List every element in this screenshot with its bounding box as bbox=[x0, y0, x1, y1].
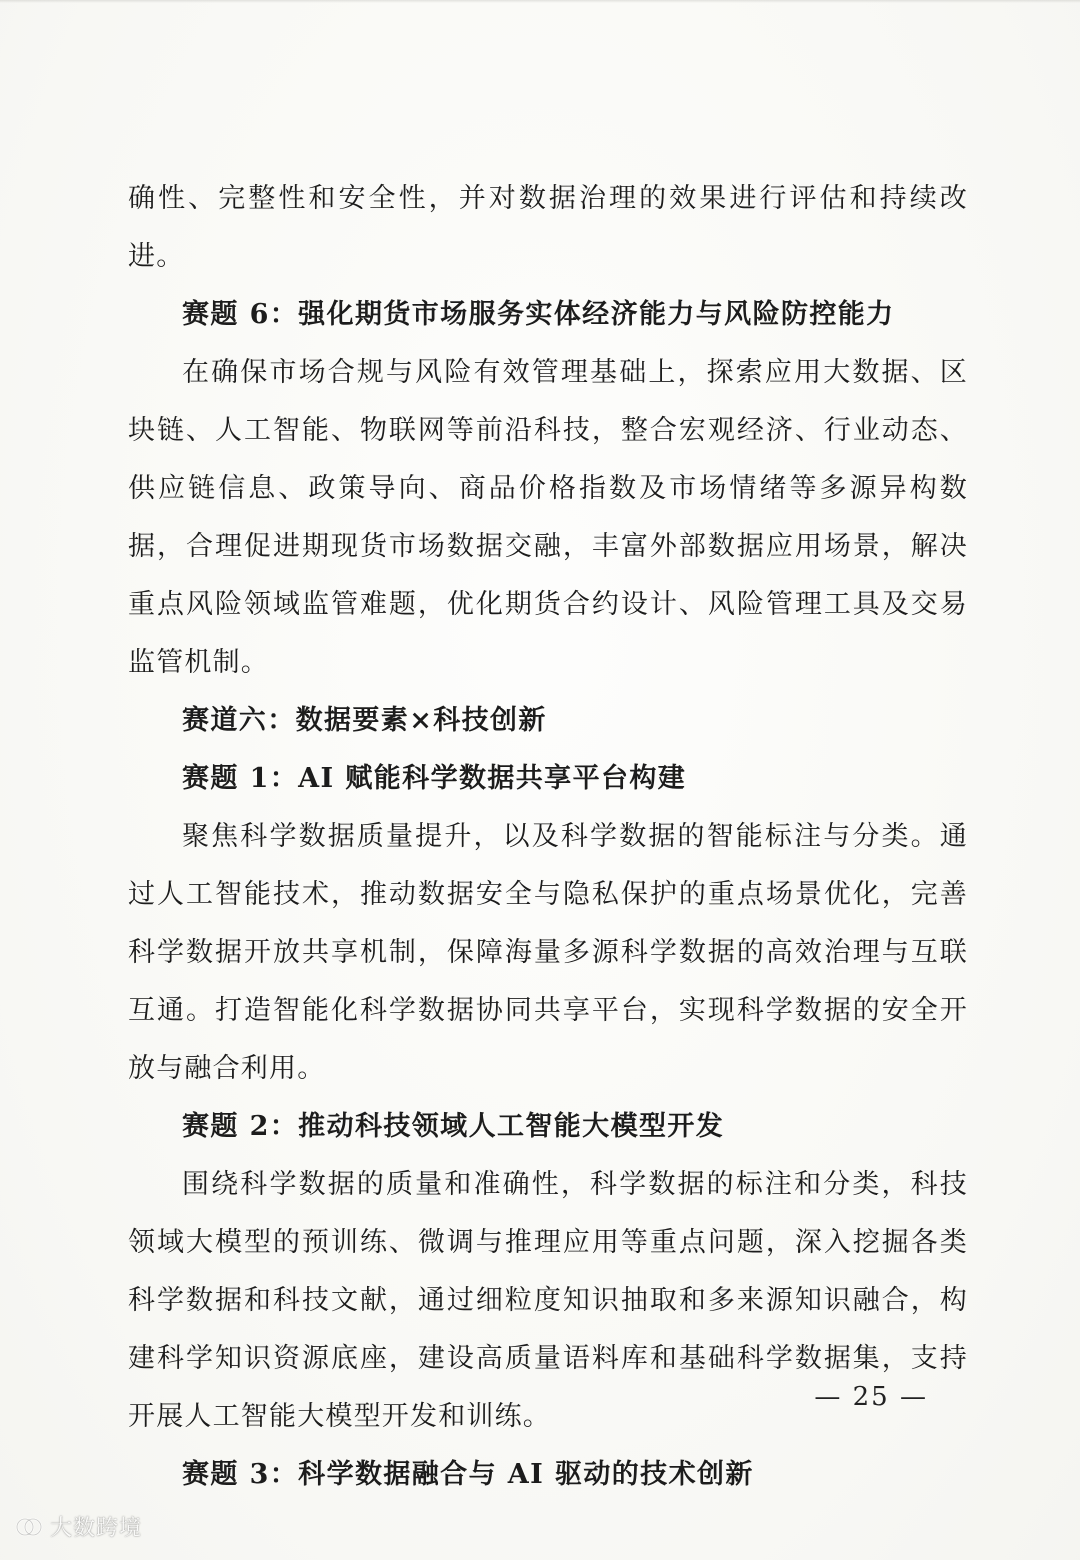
page-number: — 25 — bbox=[814, 1382, 928, 1412]
brand-logo-icon bbox=[14, 1512, 44, 1542]
scan-edge bbox=[0, 0, 1080, 3]
paragraph-continuation: 确性、完整性和安全性，并对数据治理的效果进行评估和持续改进。 bbox=[128, 183, 968, 272]
watermark bbox=[14, 1511, 142, 1542]
paragraph-topic-2-body: 围绕科学数据的质量和准确性，科学数据的标注和分类，科技领域大模型的预训练、微调与推理应用等重点问题，深入挖掘各类科学数据和科技文献，通过细粒度知识抽取和多来源知识融合，构建科学知识资源底座，建设高质量语料库和基础科学数据集，支持开展人工智能大模型开发和训练。 bbox=[128, 1169, 968, 1432]
heading-topic-1: 赛题 1：AI 赋能科学数据共享平台构建 bbox=[182, 763, 687, 794]
document-body bbox=[128, 170, 968, 1504]
heading-topic-2: 赛题 2：推动科技领域人工智能大模型开发 bbox=[182, 1111, 725, 1142]
heading-topic-6: 赛题 6：强化期货市场服务实体经济能力与风险防控能力 bbox=[182, 299, 895, 330]
heading-track-6: 赛道六：数据要素×科技创新 bbox=[182, 705, 547, 736]
watermark-text: 大数跨境 bbox=[50, 1516, 143, 1541]
paragraph-topic-6-body: 在确保市场合规与风险有效管理基础上，探索应用大数据、区块链、人工智能、物联网等前沿科技，整合宏观经济、行业动态、供应链信息、政策导向、商品价格指数及市场情绪等多源异构数据，合理促进期现货市场数据交融，丰富外部数据应用场景，解决重点风险领域监管难题，优化期货合约设计、风险管理工具及交易监管机制。 bbox=[128, 357, 968, 678]
heading-topic-3: 赛题 3：科学数据融合与 AI 驱动的技术创新 bbox=[182, 1459, 754, 1490]
paragraph-topic-1-body: 聚焦科学数据质量提升，以及科学数据的智能标注与分类。通过人工智能技术，推动数据安全与隐私保护的重点场景优化，完善科学数据开放共享机制，保障海量多源科学数据的高效治理与互联互通。打造智能化科学数据协同共享平台，实现科学数据的安全开放与融合利用。 bbox=[128, 821, 968, 1084]
